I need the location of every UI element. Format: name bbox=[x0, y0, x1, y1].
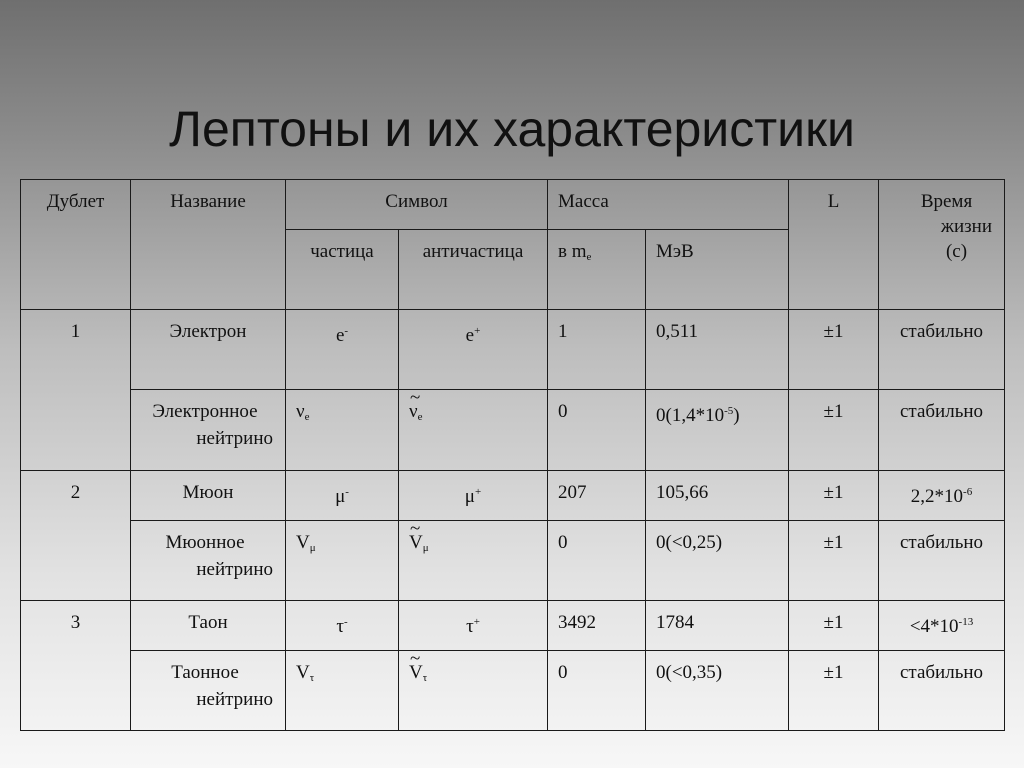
lifetime-exp: -13 bbox=[958, 615, 974, 628]
antiparticle-symbol bbox=[466, 616, 480, 637]
cell-mass-mev bbox=[646, 310, 789, 390]
lifetime-line-1: Время bbox=[920, 191, 973, 212]
lifetime-value: стабильно bbox=[899, 661, 984, 683]
antiparticle-symbol-sub: μ bbox=[422, 541, 429, 554]
header-mass: Масса bbox=[548, 180, 789, 230]
cell-L: ±1 bbox=[789, 650, 879, 730]
antiparticle-symbol-base: τ bbox=[466, 615, 474, 637]
cell-antiparticle bbox=[399, 600, 548, 650]
particle-symbol bbox=[336, 325, 348, 346]
antiparticle-symbol-sub: τ bbox=[422, 671, 428, 684]
cell-lifetime bbox=[879, 600, 1005, 650]
cell-name bbox=[131, 600, 286, 650]
cell-particle bbox=[286, 470, 399, 520]
table-row bbox=[21, 650, 1005, 730]
particle-symbol-base: V bbox=[296, 661, 310, 683]
particle-symbol-base: τ bbox=[336, 615, 344, 637]
cell-lifetime bbox=[879, 310, 1005, 390]
lifetime-value: <4*10 bbox=[909, 615, 959, 637]
cell-particle bbox=[286, 390, 399, 470]
lifetime-exp: -6 bbox=[963, 485, 973, 498]
cell-mass-me: 1 bbox=[548, 310, 646, 390]
mass-mev-value: 1784 bbox=[656, 611, 694, 633]
mass-mev-value: 0(<0,35) bbox=[656, 661, 723, 683]
header-mass-me bbox=[548, 230, 646, 310]
cell-mass-me: 0 bbox=[548, 650, 646, 730]
header-row-1 bbox=[21, 180, 1005, 230]
header-name: Название bbox=[131, 180, 286, 310]
cell-name bbox=[131, 520, 286, 600]
cell-mass-me: 207 bbox=[548, 470, 646, 520]
antiparticle-symbol-base: e bbox=[465, 325, 475, 347]
particle-symbol bbox=[296, 532, 316, 553]
cell-L: ±1 bbox=[789, 520, 879, 600]
cell-mass-me: 0 bbox=[548, 520, 646, 600]
name-line: нейтрино bbox=[196, 558, 273, 580]
table-row bbox=[21, 310, 1005, 390]
cell-name bbox=[131, 390, 286, 470]
header-symbol: Символ bbox=[286, 180, 548, 230]
name-line: Электрон bbox=[169, 321, 247, 343]
header-mass-mev: МэВ bbox=[646, 230, 789, 310]
name-line: Таонное bbox=[171, 661, 239, 683]
particle-symbol-sub: e bbox=[304, 411, 310, 424]
name-line: Мюонное bbox=[165, 531, 245, 553]
cell-particle bbox=[286, 310, 399, 390]
cell-mass-mev bbox=[646, 600, 789, 650]
name-line: Электронное bbox=[152, 401, 258, 423]
lifetime-value: стабильно bbox=[899, 321, 984, 343]
particle-symbol-sup: - bbox=[344, 325, 349, 338]
antiparticle-symbol-sup: + bbox=[474, 485, 482, 498]
mass-me-prefix: в m bbox=[558, 241, 587, 263]
cell-mass-me: 0 bbox=[548, 390, 646, 470]
cell-doublet: 1 bbox=[21, 310, 131, 470]
lifetime-line-3: (с) bbox=[945, 241, 968, 262]
mass-mev-value: 0(1,4*10 bbox=[656, 405, 725, 427]
antiparticle-symbol bbox=[409, 532, 429, 553]
cell-mass-mev bbox=[646, 520, 789, 600]
antiparticle-symbol bbox=[409, 401, 422, 422]
cell-antiparticle bbox=[399, 470, 548, 520]
mass-mev-value: 0,511 bbox=[656, 321, 699, 343]
cell-mass-mev bbox=[646, 650, 789, 730]
cell-antiparticle bbox=[399, 650, 548, 730]
particle-symbol bbox=[335, 486, 349, 507]
table-row bbox=[21, 520, 1005, 600]
cell-antiparticle bbox=[399, 310, 548, 390]
cell-lifetime bbox=[879, 390, 1005, 470]
mass-me-sub: e bbox=[586, 251, 592, 264]
header-L: L bbox=[789, 180, 879, 310]
lifetime-value: стабильно bbox=[899, 401, 984, 423]
cell-L: ±1 bbox=[789, 600, 879, 650]
cell-particle bbox=[286, 650, 399, 730]
table-row bbox=[21, 600, 1005, 650]
cell-name bbox=[131, 650, 286, 730]
cell-mass-me: 3492 bbox=[548, 600, 646, 650]
cell-doublet: 2 bbox=[21, 470, 131, 600]
lifetime-line-2: жизни bbox=[940, 216, 993, 237]
antiparticle-symbol-sup: + bbox=[473, 615, 480, 628]
cell-antiparticle bbox=[399, 520, 548, 600]
cell-name bbox=[131, 310, 286, 390]
name-line: Таон bbox=[188, 611, 228, 633]
antiparticle-symbol-base: ~ V bbox=[409, 529, 423, 556]
particle-symbol bbox=[296, 401, 309, 422]
particle-symbol-base: μ bbox=[335, 485, 346, 507]
mass-mev-value: 0(<0,25) bbox=[656, 531, 723, 553]
cell-L: ±1 bbox=[789, 390, 879, 470]
table-body bbox=[21, 310, 1005, 731]
name-line: нейтрино bbox=[196, 688, 273, 710]
particle-symbol-sub: τ bbox=[309, 671, 315, 684]
antiparticle-symbol bbox=[409, 662, 427, 683]
mass-mev-value: 105,66 bbox=[656, 481, 709, 503]
particle-symbol-base: V bbox=[296, 531, 310, 553]
cell-lifetime bbox=[879, 650, 1005, 730]
cell-particle bbox=[286, 600, 399, 650]
antiparticle-symbol bbox=[465, 486, 481, 507]
antiparticle-symbol-sup: + bbox=[474, 325, 481, 338]
particle-symbol-base: ν bbox=[296, 401, 305, 423]
cell-L: ±1 bbox=[789, 470, 879, 520]
table-row bbox=[21, 470, 1005, 520]
particle-symbol-sup: - bbox=[345, 485, 349, 498]
lifetime-value: стабильно bbox=[899, 531, 984, 553]
antiparticle-symbol-base: ~ ν bbox=[409, 398, 418, 425]
antiparticle-symbol-sub: e bbox=[417, 411, 423, 424]
header-particle: частица bbox=[286, 230, 399, 310]
cell-lifetime bbox=[879, 470, 1005, 520]
cell-mass-mev bbox=[646, 470, 789, 520]
cell-antiparticle bbox=[399, 390, 548, 470]
leptons-table bbox=[20, 179, 1005, 731]
antiparticle-symbol bbox=[466, 325, 481, 346]
antiparticle-symbol-base: ~ V bbox=[409, 659, 423, 686]
mass-mev-tail: ) bbox=[733, 405, 740, 427]
name-line: Мюон bbox=[182, 481, 234, 503]
cell-doublet: 3 bbox=[21, 600, 131, 730]
lifetime-value: 2,2*10 bbox=[910, 485, 964, 507]
antiparticle-symbol-base: μ bbox=[464, 485, 475, 507]
cell-particle bbox=[286, 520, 399, 600]
table-row bbox=[21, 390, 1005, 470]
particle-symbol-base: e bbox=[335, 325, 345, 347]
mass-mev-exp: -5 bbox=[724, 405, 734, 418]
cell-lifetime bbox=[879, 520, 1005, 600]
header-doublet: Дублет bbox=[21, 180, 131, 310]
particle-symbol-sub: μ bbox=[309, 541, 316, 554]
name-line: нейтрино bbox=[196, 428, 273, 450]
header-lifetime bbox=[879, 180, 1005, 310]
particle-symbol-sup: - bbox=[343, 615, 348, 628]
header-antiparticle: античастица bbox=[399, 230, 548, 310]
cell-mass-mev bbox=[646, 390, 789, 470]
particle-symbol bbox=[296, 662, 314, 683]
slide-title: Лептоны и их характеристики bbox=[169, 101, 855, 157]
particle-symbol bbox=[336, 616, 347, 637]
cell-name bbox=[131, 470, 286, 520]
cell-L: ±1 bbox=[789, 310, 879, 390]
